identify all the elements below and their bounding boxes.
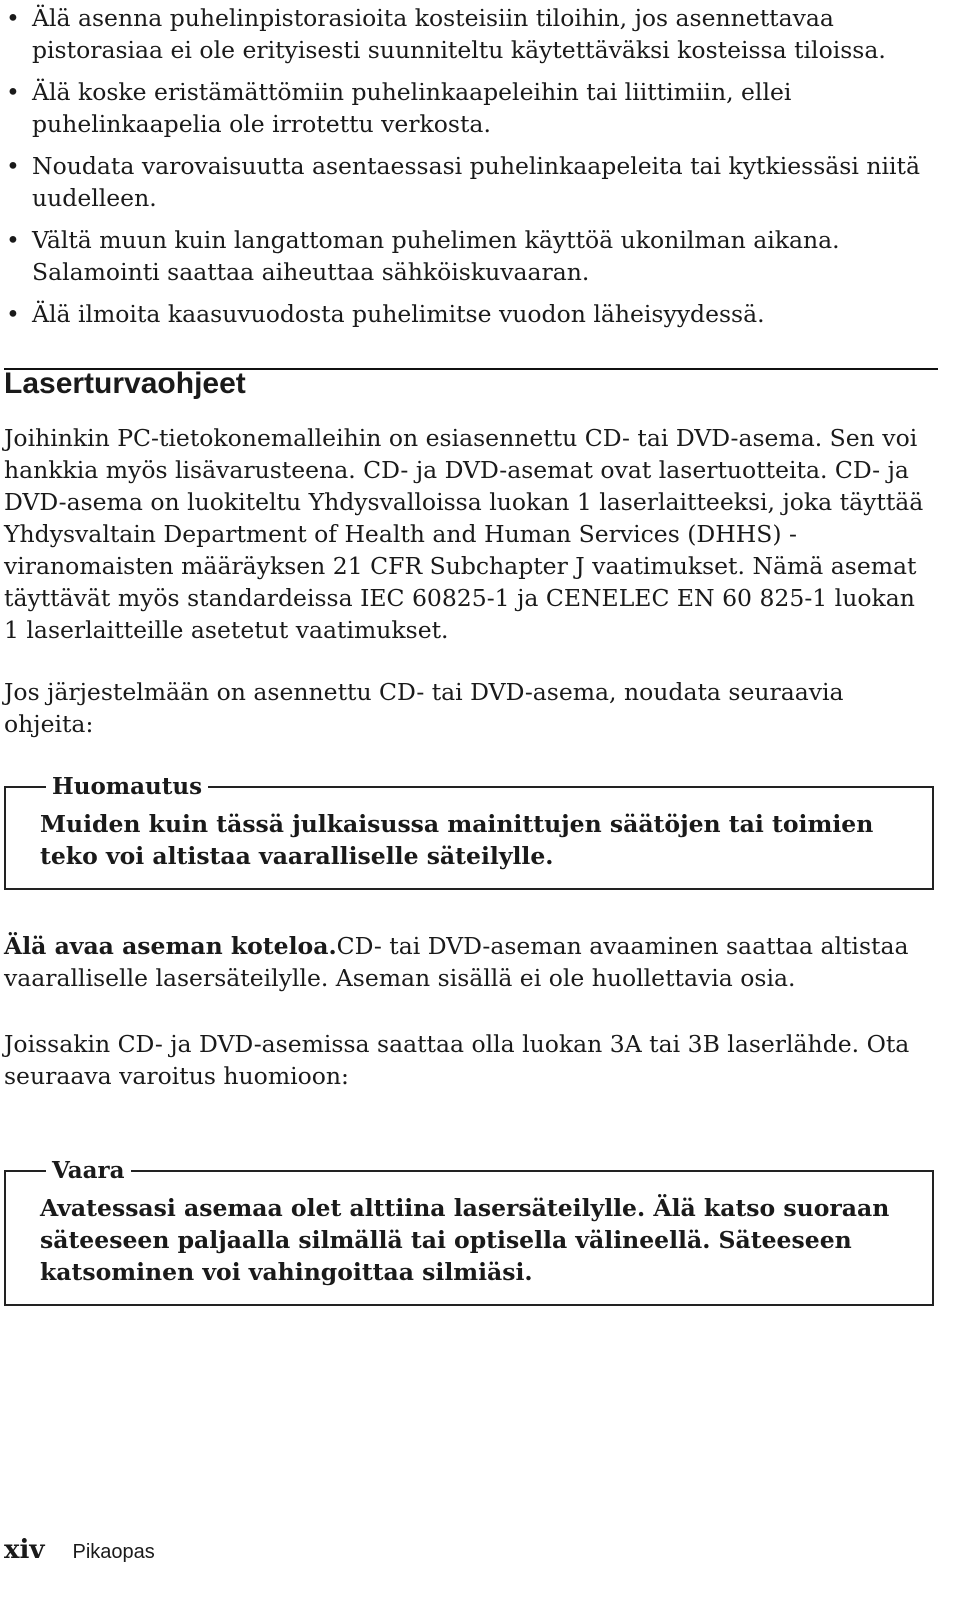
bullet-text: Noudata varovaisuutta asentaessasi puhelinkaapeleita tai kytkiessäsi niitä uudelleen. xyxy=(32,152,920,212)
danger-label: Vaara xyxy=(46,1156,131,1186)
list-item xyxy=(4,150,944,214)
page-footer xyxy=(4,1530,155,1572)
bullet-icon: • xyxy=(6,300,20,328)
bullet-icon: • xyxy=(6,226,20,254)
safety-bullet-list xyxy=(4,2,944,340)
list-item xyxy=(4,2,944,66)
do-not-open-paragraph xyxy=(4,930,934,994)
danger-notice-box xyxy=(4,1157,934,1306)
list-item xyxy=(4,76,944,140)
laser-source-paragraph: Joissakin CD- ja DVD-asemissa saattaa olla luokan 3A tai 3B laserlähde. Ota seuraava varoitus huomioon: xyxy=(4,1030,910,1090)
page-number: xiv xyxy=(4,1535,45,1565)
footer-title: Pikaopas xyxy=(72,1541,155,1563)
bullet-text: Älä ilmoita kaasuvuodosta puhelimitse vuodon läheisyydessä. xyxy=(32,300,765,328)
intro-paragraph: Joihinkin PC-tietokonemalleihin on esiasennettu CD- tai DVD-asema. Sen voi hankkia myös lisävarusteena. CD- ja DVD-asemat ovat lasertuotteita. CD- ja DVD-asema on luokiteltu Yhdysvalloissa luokan 1 laserlaitteeksi, joka täyttää Yhdysvaltain Department of Health and Human Services (DHHS) -viranomaisten määräyksen 21 CFR Subchapter J vaatimukset. Nämä asemat täyttävät myös standardeissa IEC 60825-1 ja CENELEC EN 60 825-1 luokan 1 laserlaitteille asetetut vaatimukset. xyxy=(4,424,924,644)
danger-text: Avatessasi asemaa olet alttiina lasersäteilylle. Älä katso suoraan säteeseen paljaalla silmällä tai optisella välineellä. Säteeseen katsominen voi vahingoittaa silmiäsi. xyxy=(40,1194,890,1286)
bullet-icon: • xyxy=(6,152,20,180)
do-not-open-bold: Älä avaa aseman koteloa. xyxy=(4,932,337,960)
bullet-icon: • xyxy=(6,78,20,106)
caution-label: Huomautus xyxy=(46,772,208,802)
instructions-paragraph: Jos järjestelmään on asennettu CD- tai DVD-asema, noudata seuraavia ohjeita: xyxy=(4,678,844,738)
bullet-icon: • xyxy=(6,4,20,32)
bullet-text: Älä koske eristämättömiin puhelinkaapeleihin tai liittimiin, ellei puhelinkaapelia ole irrotettu verkosta. xyxy=(32,78,792,138)
caution-text: Muiden kuin tässä julkaisussa mainittujen säätöjen tai toimien teko voi altistaa vaaralliselle säteilylle. xyxy=(40,810,874,870)
list-item xyxy=(4,224,944,288)
section-heading: Laserturvaohjeet xyxy=(4,367,246,400)
bullet-text: Älä asenna puhelinpistorasioita kosteisiin tiloihin, jos asennettavaa pistorasiaa ei ole erityisesti suunniteltu käytettäväksi kosteissa tiloissa. xyxy=(32,4,886,64)
list-item xyxy=(4,298,944,330)
do-not-open-text: CD- tai DVD-aseman avaaminen saattaa altistaa vaaralliselle lasersäteilylle. Aseman sisällä ei ole huollettavia osia. xyxy=(4,932,909,992)
bullet-text: Vältä muun kuin langattoman puhelimen käyttöä ukonilman aikana. Salamointi saattaa aiheuttaa sähköiskuvaaran. xyxy=(32,226,840,286)
caution-notice-box xyxy=(4,773,934,890)
